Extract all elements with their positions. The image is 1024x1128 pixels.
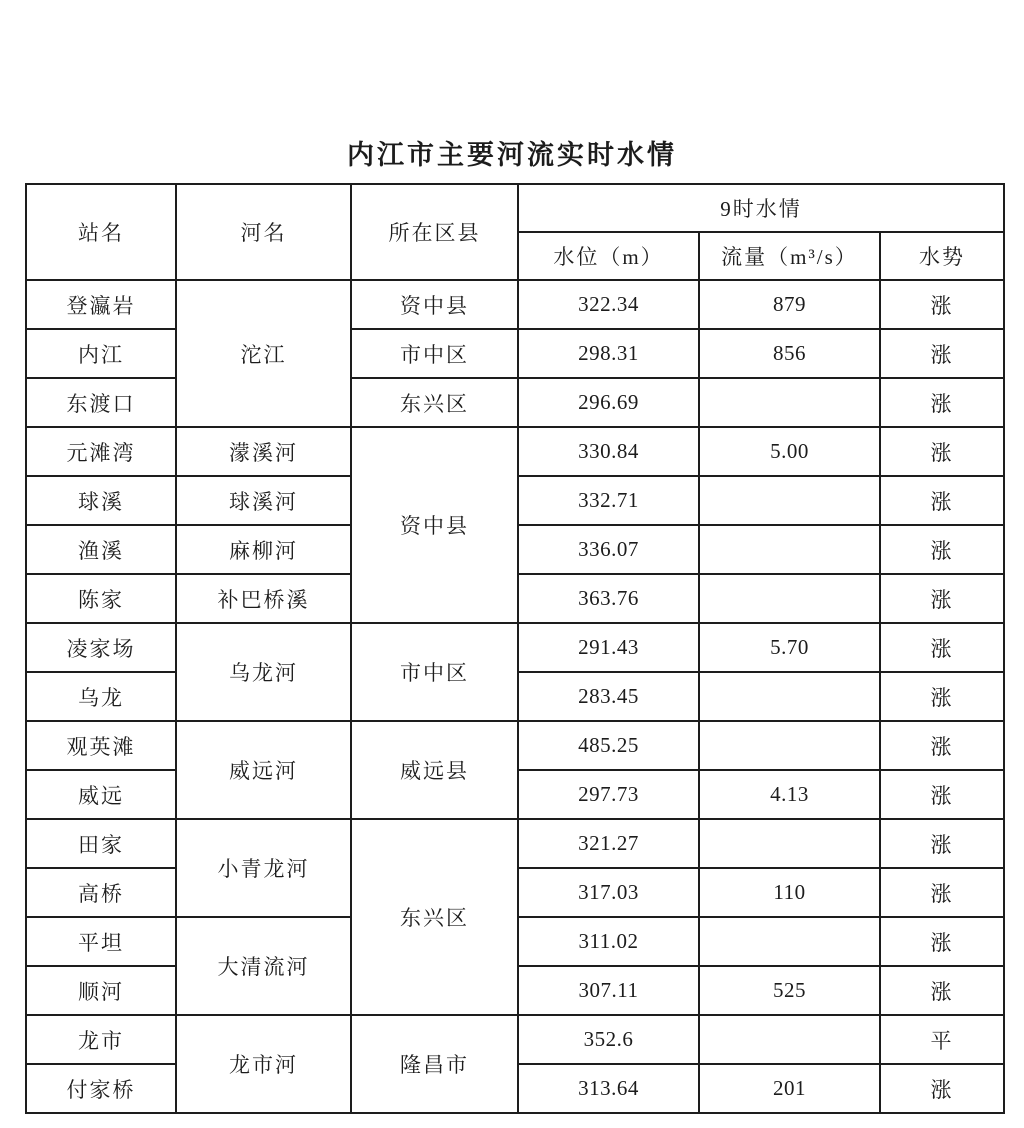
cell-level: 297.73 xyxy=(518,770,699,819)
cell-level: 307.11 xyxy=(518,966,699,1015)
cell-station: 元滩湾 xyxy=(26,427,176,476)
cell-trend: 涨 xyxy=(880,525,1004,574)
cell-trend: 涨 xyxy=(880,672,1004,721)
cell-flow xyxy=(699,1015,880,1064)
river-water-table xyxy=(25,183,1005,1114)
table-row xyxy=(26,329,1004,378)
cell-flow xyxy=(699,917,880,966)
cell-flow xyxy=(699,525,880,574)
cell-flow xyxy=(699,476,880,525)
cell-trend: 涨 xyxy=(880,1064,1004,1113)
cell-station: 威远 xyxy=(26,770,176,819)
cell-level: 363.76 xyxy=(518,574,699,623)
cell-trend: 涨 xyxy=(880,476,1004,525)
cell-flow: 5.70 xyxy=(699,623,880,672)
cell-trend: 涨 xyxy=(880,966,1004,1015)
cell-level: 352.6 xyxy=(518,1015,699,1064)
cell-trend: 涨 xyxy=(880,917,1004,966)
cell-station: 球溪 xyxy=(26,476,176,525)
cell-level: 330.84 xyxy=(518,427,699,476)
cell-river: 沱江 xyxy=(176,280,351,427)
cell-trend: 涨 xyxy=(880,770,1004,819)
cell-level: 283.45 xyxy=(518,672,699,721)
cell-flow xyxy=(699,721,880,770)
cell-flow: 201 xyxy=(699,1064,880,1113)
cell-district: 市中区 xyxy=(351,623,518,721)
cell-trend: 平 xyxy=(880,1015,1004,1064)
header-trend: 水势 xyxy=(880,232,1004,280)
table-row xyxy=(26,819,1004,868)
cell-trend: 涨 xyxy=(880,574,1004,623)
header-water-level: 水位（m） xyxy=(518,232,699,280)
cell-trend: 涨 xyxy=(880,329,1004,378)
cell-station: 观英滩 xyxy=(26,721,176,770)
cell-level: 336.07 xyxy=(518,525,699,574)
table-row xyxy=(26,623,1004,672)
cell-station: 顺河 xyxy=(26,966,176,1015)
cell-district: 市中区 xyxy=(351,329,518,378)
cell-river: 大清流河 xyxy=(176,917,351,1015)
cell-level: 311.02 xyxy=(518,917,699,966)
cell-station: 凌家场 xyxy=(26,623,176,672)
table-row xyxy=(26,721,1004,770)
header-flow: 流量（m³/s） xyxy=(699,232,880,280)
cell-river: 濛溪河 xyxy=(176,427,351,476)
cell-station: 陈家 xyxy=(26,574,176,623)
cell-station: 内江 xyxy=(26,329,176,378)
cell-level: 485.25 xyxy=(518,721,699,770)
cell-level: 298.31 xyxy=(518,329,699,378)
cell-district: 东兴区 xyxy=(351,378,518,427)
cell-trend: 涨 xyxy=(880,378,1004,427)
cell-station: 东渡口 xyxy=(26,378,176,427)
cell-station: 平坦 xyxy=(26,917,176,966)
cell-flow: 5.00 xyxy=(699,427,880,476)
cell-river: 龙市河 xyxy=(176,1015,351,1113)
cell-trend: 涨 xyxy=(880,819,1004,868)
cell-flow: 110 xyxy=(699,868,880,917)
cell-district: 资中县 xyxy=(351,280,518,329)
page-title: 内江市主要河流实时水情 xyxy=(347,140,677,170)
cell-level: 322.34 xyxy=(518,280,699,329)
cell-district: 隆昌市 xyxy=(351,1015,518,1113)
cell-trend: 涨 xyxy=(880,868,1004,917)
cell-river: 小青龙河 xyxy=(176,819,351,917)
cell-flow xyxy=(699,378,880,427)
cell-station: 田家 xyxy=(26,819,176,868)
table-row xyxy=(26,280,1004,329)
cell-flow: 879 xyxy=(699,280,880,329)
cell-level: 321.27 xyxy=(518,819,699,868)
table-row xyxy=(26,427,1004,476)
cell-district: 威远县 xyxy=(351,721,518,819)
cell-station: 付家桥 xyxy=(26,1064,176,1113)
cell-trend: 涨 xyxy=(880,427,1004,476)
cell-station: 渔溪 xyxy=(26,525,176,574)
header-district: 所在区县 xyxy=(351,184,518,280)
header-row-top xyxy=(26,184,1004,232)
cell-station: 登瀛岩 xyxy=(26,280,176,329)
cell-level: 296.69 xyxy=(518,378,699,427)
table-row xyxy=(26,1015,1004,1064)
cell-flow: 856 xyxy=(699,329,880,378)
cell-flow xyxy=(699,672,880,721)
cell-trend: 涨 xyxy=(880,280,1004,329)
cell-trend: 涨 xyxy=(880,721,1004,770)
cell-trend: 涨 xyxy=(880,623,1004,672)
cell-level: 291.43 xyxy=(518,623,699,672)
cell-river: 麻柳河 xyxy=(176,525,351,574)
cell-river: 球溪河 xyxy=(176,476,351,525)
cell-station: 乌龙 xyxy=(26,672,176,721)
cell-level: 332.71 xyxy=(518,476,699,525)
cell-flow xyxy=(699,819,880,868)
cell-river: 威远河 xyxy=(176,721,351,819)
table-row xyxy=(26,378,1004,427)
cell-flow: 525 xyxy=(699,966,880,1015)
cell-flow xyxy=(699,574,880,623)
cell-river: 乌龙河 xyxy=(176,623,351,721)
cell-level: 317.03 xyxy=(518,868,699,917)
cell-river: 补巴桥溪 xyxy=(176,574,351,623)
cell-district: 东兴区 xyxy=(351,819,518,1015)
header-station: 站名 xyxy=(26,184,176,280)
cell-station: 高桥 xyxy=(26,868,176,917)
cell-flow: 4.13 xyxy=(699,770,880,819)
cell-station: 龙市 xyxy=(26,1015,176,1064)
cell-level: 313.64 xyxy=(518,1064,699,1113)
header-river: 河名 xyxy=(176,184,351,280)
header-group-9am: 9时水情 xyxy=(518,184,1004,232)
cell-district: 资中县 xyxy=(351,427,518,623)
